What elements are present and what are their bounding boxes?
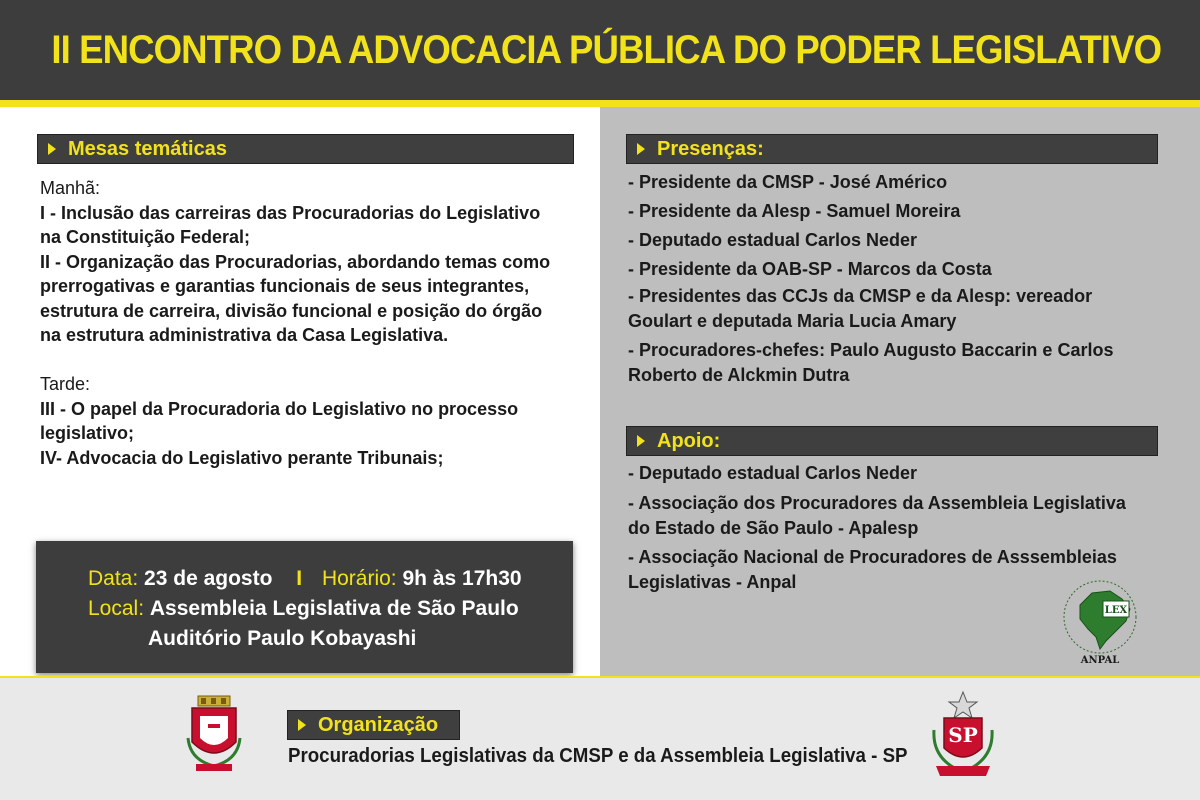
date-time-row (88, 567, 522, 591)
list-item: - Presidente da OAB-SP - Marcos da Costa (628, 259, 992, 279)
apoio-heading: Apoio: (657, 430, 721, 452)
list-item: Goulart e deputada Maria Lucia Amary (628, 311, 957, 331)
list-item: Roberto de Alckmin Dutra (628, 365, 850, 385)
location-label: Local: (88, 597, 145, 620)
presencas-list (628, 168, 1168, 388)
presencas-header (626, 134, 1158, 164)
location-line1: Assembleia Legislativa de São Paulo (149, 597, 519, 620)
separator: I (296, 567, 303, 590)
anpal-name: ANPAL (1080, 655, 1120, 666)
afternoon-line: III - O papel da Procuradoria do Legislativo no processo (40, 398, 519, 419)
list-item: - Procuradores-chefes: Paulo Augusto Baccarin e Carlos (628, 340, 1114, 360)
arrow-right-icon (637, 435, 645, 447)
anpal-logo (1050, 575, 1160, 670)
list-item: - Associação dos Procuradores da Assembleia Legislativa (628, 493, 1126, 513)
location-line2: Auditório Paulo Kobayashi (148, 627, 417, 650)
sp-letters: SP (948, 723, 978, 747)
anpal-badge: LEX (1104, 605, 1128, 616)
cmsp-crest-logo (186, 694, 242, 774)
arrow-right-icon (298, 719, 306, 731)
organizacao-header (287, 710, 460, 740)
morning-line: na Constituição Federal; (40, 227, 251, 247)
mesas-header (37, 134, 574, 164)
event-info-box (36, 541, 573, 673)
list-item: - Deputado estadual Carlos Neder (628, 463, 918, 483)
morning-line: estrutura de carreira, divisão funcional e posição do órgão (40, 300, 543, 321)
list-item: Legislativas - Anpal (628, 572, 797, 592)
organizacao-heading: Organização (318, 714, 439, 736)
location-row-2 (148, 627, 416, 651)
apoio-header (626, 426, 1158, 456)
list-item: - Deputado estadual Carlos Neder (628, 230, 918, 250)
header-bar (0, 0, 1200, 100)
presencas-heading: Presenças: (657, 138, 764, 160)
arrow-right-icon (48, 143, 56, 155)
morning-line: I - Inclusão das carreiras das Procuradorias do Legislativo (40, 202, 541, 223)
header-accent-line (0, 100, 1200, 107)
morning-label: Manhã: (40, 178, 101, 198)
sp-state-crest-logo (928, 690, 998, 780)
page-title: II ENCONTRO DA ADVOCACIA PÚBLICA DO PODER LEGISLATIVO (51, 28, 1162, 72)
date-label: Data: (88, 567, 139, 590)
arrow-right-icon (637, 143, 645, 155)
location-row (88, 597, 519, 621)
mesas-heading: Mesas temáticas (68, 138, 227, 160)
afternoon-line: legislativo; (40, 423, 135, 443)
list-item: do Estado de São Paulo - Apalesp (628, 518, 919, 538)
list-item: - Associação Nacional de Procuradores de Asssembleias (628, 547, 1117, 567)
time-label: Horário: (321, 567, 397, 590)
mesas-content (40, 176, 580, 470)
date-value: 23 de agosto (144, 567, 273, 590)
morning-line: prerrogativas e garantias funcionais de seus integrantes, (40, 276, 530, 296)
spacer (40, 348, 580, 373)
footer-bar (0, 678, 1200, 800)
list-item: - Presidentes das CCJs da CMSP e da Alesp: vereador (628, 286, 1093, 306)
list-item: - Presidente da Alesp - Samuel Moreira (628, 201, 961, 221)
afternoon-label: Tarde: (40, 374, 91, 394)
organizacao-text: Procuradorias Legislativas da CMSP e da Assembleia Legislativa - SP (288, 745, 908, 767)
morning-line: II - Organização das Procuradorias, abordando temas como (40, 251, 551, 272)
list-item: - Presidente da CMSP - José Américo (628, 172, 948, 192)
morning-line: na estrutura administrativa da Casa Legislativa. (40, 325, 449, 345)
afternoon-line: IV- Advocacia do Legislativo perante Tribunais; (40, 447, 444, 468)
time-value: 9h às 17h30 (402, 567, 522, 590)
